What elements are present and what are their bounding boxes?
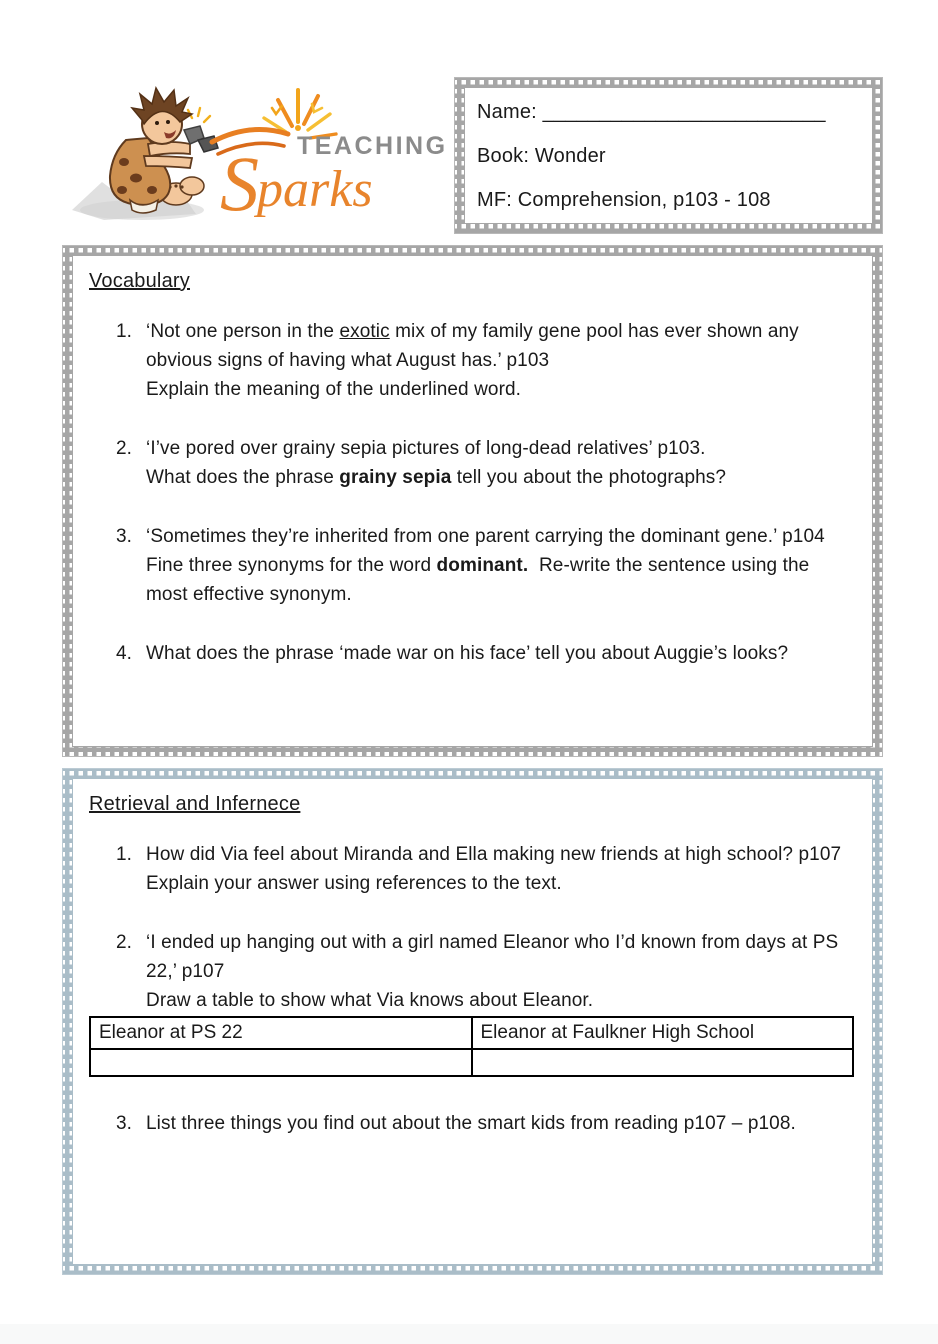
- question-number: 2.: [116, 438, 132, 459]
- question-text: ‘Sometimes they’re inherited from one parent carrying the dominant gene.’ p104 Fine three synonyms for the word dominant. Re-write the sentence using the most effective synonym.: [146, 526, 825, 605]
- retrieval-question-1: [116, 840, 854, 898]
- caveman-illustration: [110, 88, 218, 213]
- retrieval-question-2: [116, 928, 854, 1015]
- brand-teaching-text: TEACHING: [297, 132, 444, 160]
- question-number: 1.: [116, 321, 132, 342]
- question-text: List three things you find out about the smart kids from reading p107 – p108.: [146, 1113, 796, 1134]
- brand-sparks-text: S parks: [220, 140, 373, 227]
- question-number: 2.: [116, 932, 132, 953]
- table-header-row: [90, 1017, 853, 1049]
- page-bottom-edge: [0, 1324, 938, 1344]
- vocabulary-question-3: [116, 522, 854, 609]
- table-header-faulkner: Eleanor at Faulkner High School: [472, 1017, 854, 1049]
- question-text: ‘I ended up hanging out with a girl named Eleanor who I’d known from days at PS 22,’ p107 Draw a table to show what Via knows about Eleanor.: [146, 932, 844, 1011]
- vocabulary-section: [63, 246, 882, 756]
- question-number: 1.: [116, 844, 132, 865]
- eleanor-comparison-table: [89, 1016, 854, 1077]
- retrieval-question-3: [116, 1109, 854, 1138]
- table-empty-row: [90, 1049, 853, 1076]
- table-header-ps22: Eleanor at PS 22: [90, 1017, 472, 1049]
- question-number: 3.: [116, 1113, 132, 1134]
- vocabulary-question-2: [116, 434, 854, 492]
- teaching-sparks-logo: [64, 82, 444, 234]
- question-text: ‘I’ve pored over grainy sepia pictures of long-dead relatives’ p103. What does the phrase grainy sepia tell you about the photographs?: [146, 438, 727, 488]
- book-line: Book: Wonder: [477, 145, 606, 167]
- question-number: 3.: [116, 526, 132, 547]
- question-text: How did Via feel about Miranda and Ella making new friends at high school? p107 Explain your answer using references to the text.: [146, 844, 842, 894]
- retrieval-title: Retrieval and Infernece: [89, 793, 301, 815]
- logo-graphic: [64, 82, 444, 234]
- question-number: 4.: [116, 643, 132, 664]
- table-empty-cell: [90, 1049, 472, 1076]
- vocabulary-question-4: [116, 639, 854, 668]
- retrieval-inference-section: [63, 769, 882, 1274]
- header-info-box: [455, 78, 882, 233]
- mf-line: MF: Comprehension, p103 - 108: [477, 189, 771, 211]
- vocabulary-title: Vocabulary: [89, 270, 190, 292]
- question-text: ‘Not one person in the exotic mix of my family gene pool has ever shown any obvious signs of having what August has.’ p103 Explain the meaning of the underlined word.: [146, 321, 805, 400]
- table-empty-cell: [472, 1049, 854, 1076]
- vocabulary-question-1: [116, 317, 854, 404]
- question-text: What does the phrase ‘made war on his face’ tell you about Auggie’s looks?: [146, 643, 789, 664]
- name-line: Name: _________________________: [477, 101, 826, 123]
